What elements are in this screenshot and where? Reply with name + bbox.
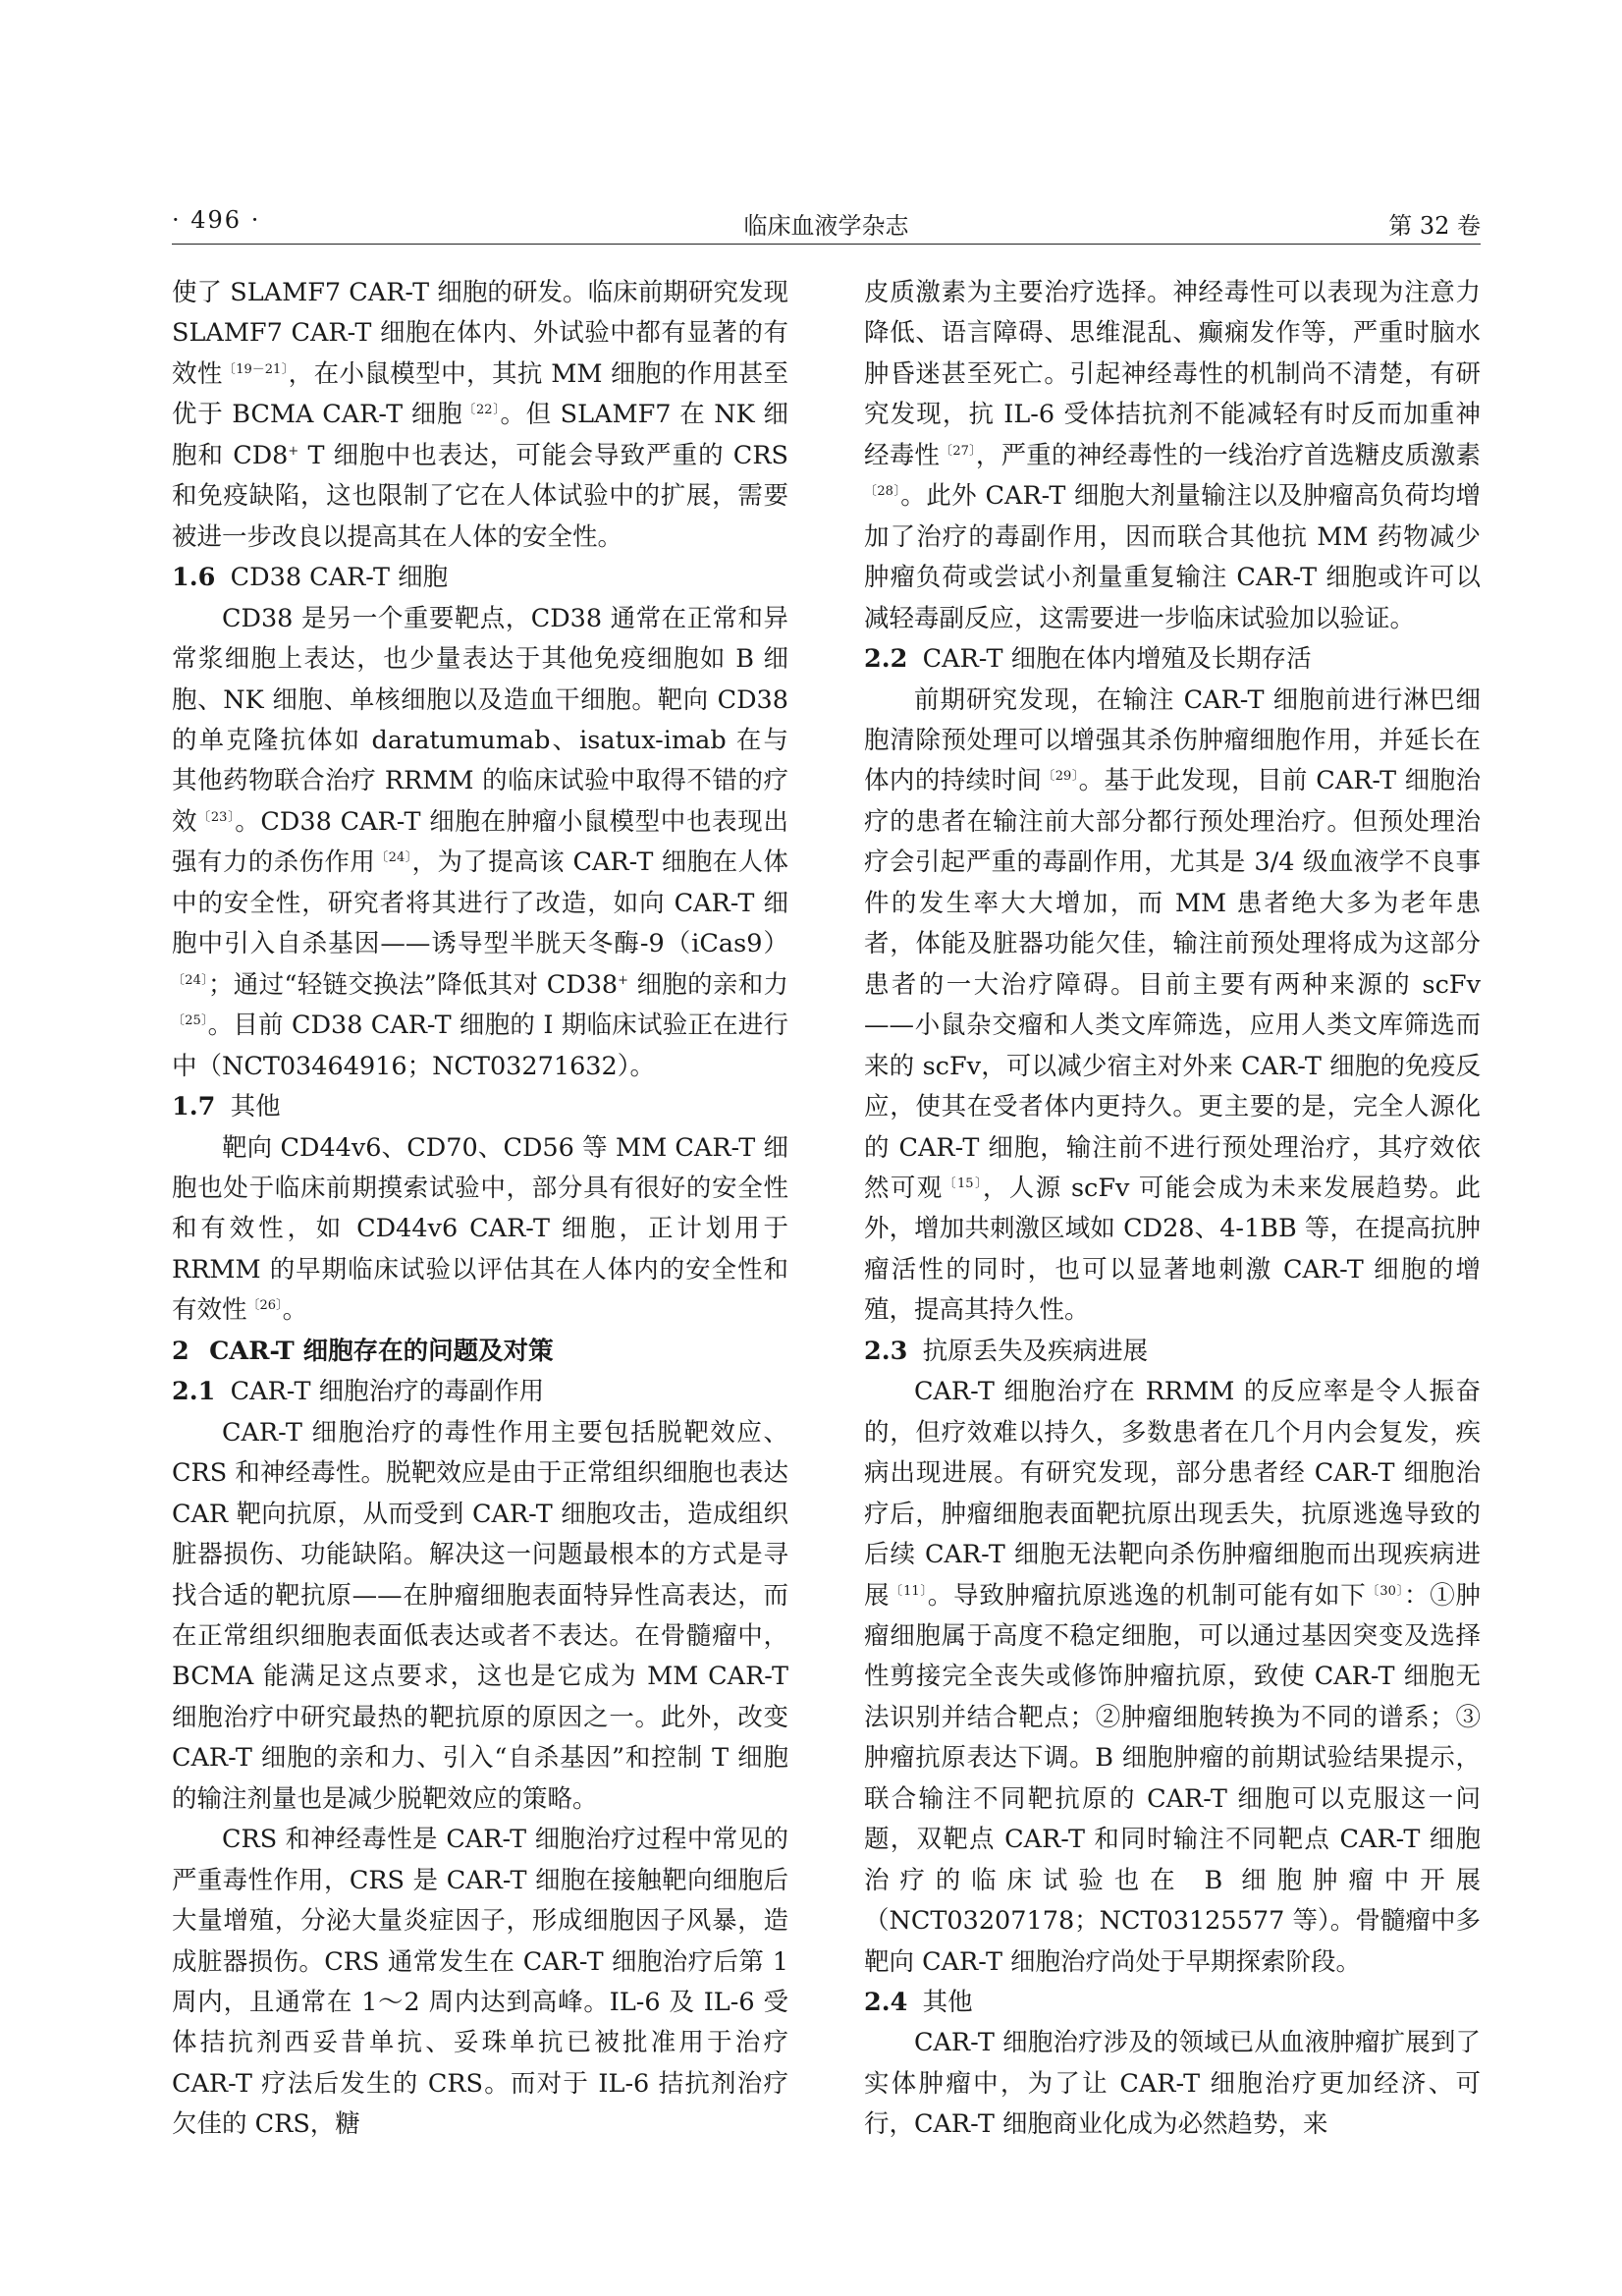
citation: 〔22〕 xyxy=(462,403,501,418)
paragraph: 靶向 CD44v6、CD70、CD56 等 MM CAR-T 细胞也处于临床前期摸索试验中，部分具有很好的安全性和有效性，如 CD44v6 CAR-T 细胞，正计划用于 RRMM 的早期临床试验以评估其在人体内的安全性和有效性$^{〔26〕}$。 xyxy=(172,1132,788,1326)
section-heading: 2.3 抗原丢失及疾病进展 xyxy=(864,1336,1149,1366)
citation: 〔26〕 xyxy=(246,1298,283,1314)
citation: 〔15〕 xyxy=(943,1175,983,1191)
section-heading: 2.4 其他 xyxy=(864,1988,973,2018)
paragraph: 皮质激素为主要治疗选择。神经毒性可以表现为注意力降低、语言障碍、思维混乱、癫痫发作等，严重时脑水肿昏迷甚至死亡。引起神经毒性的机制尚不清楚，有研究发现，抗 IL-6 受体拮抗剂不能减轻有时反而加重神经毒性$^{〔27〕}$，严重的神经毒性的一线治疗首选糖皮质激素$^{〔28〕}$。此外 CAR-T 细胞大剂量输注以及肿瘤高负荷均增加了治疗的毒副作用，因而联合其他抗 MM 药物减少肿瘤负荷或尝试小剂量重复输注 CAR-T 细胞或许可以减轻毒副反应，这需要进一步临床试验加以验证。 xyxy=(864,278,1482,633)
citation: 〔11〕 xyxy=(890,1583,928,1599)
citation: 〔24〕 xyxy=(375,850,412,866)
paragraph: CAR-T 细胞治疗涉及的领域已从血液肿瘤扩展到了实体肿瘤中，为了让 CAR-T 细胞治疗更加经济、可行，CAR-T 细胞商业化成为必然趋势，来 xyxy=(864,2028,1481,2140)
citation: 〔25〕 xyxy=(172,1013,208,1029)
right-column xyxy=(864,273,1481,2146)
paragraph: CAR-T 细胞治疗的毒性作用主要包括脱靶效应、CRS 和神经毒性。脱靶效应是由于正常组织细胞也表达 CAR 靶向抗原，从而受到 CAR-T 细胞攻击，造成组织脏器损伤、功能缺陷。解决这一问题最根本的方式是寻找合适的靶抗原——在肿瘤细胞表面特异性高表达，而在正常组织细胞表面低表达或者不表达。在骨髓瘤中，BCMA 能满足这点要求，这也是它成为 MM CAR-T 细胞治疗中研究最热的靶抗原的原因之一。此外，改变 CAR-T 细胞的亲和力、引入“自杀基因”和控制 T 细胞的输注剂量也是减少脱靶效应的策略。 xyxy=(172,1417,788,1814)
section-heading: 2.2 CAR-T 细胞在体内增殖及长期存活 xyxy=(864,644,1312,675)
section-heading: 1.7 其他 xyxy=(172,1092,281,1122)
journal-title: 临床血液学杂志 xyxy=(743,212,909,240)
section-heading: 1.6 CD38 CAR-T 细胞 xyxy=(172,563,449,593)
citation: 〔19－21〕 xyxy=(222,361,289,377)
citation: 〔30〕 xyxy=(1366,1583,1404,1599)
paragraph: CRS 和神经毒性是 CAR-T 细胞治疗过程中常见的严重毒性作用，CRS 是 CAR-T 细胞在接触靶向细胞后大量增殖，分泌大量炎症因子，形成细胞因子风暴，造成脏器损伤。CRS 通常发生在 CAR-T 细胞治疗后第 1 周内，且通常在 1～2 周内达到高峰。IL-6 及 IL-6 受体拮抗剂西妥昔单抗、妥珠单抗已被批准用于治疗 CAR-T 疗法后发生的 CRS。而对于 IL-6 拮抗剂治疗欠佳的 CRS，糖 xyxy=(172,1825,788,2140)
volume-label: 第 32 卷 xyxy=(1388,212,1481,240)
section-heading: 2.1 CAR-T 细胞治疗的毒副作用 xyxy=(172,1377,545,1407)
paragraph: 使了 SLAMF7 CAR-T 细胞的研发。临床前期研究发现 SLAMF7 CAR-T 细胞在体内、外试验中都有显著的有效性$^{〔19-21〕}$，在小鼠模型中，其抗 MM 细胞的作用甚至优于 BCMA CAR-T 细胞$^{〔22〕}$。但 SLAMF7 在 NK 细胞和 CD8+ T 细胞中也表达，可能会导致严重的 CRS 和免疫缺陷，这也限制了它在人体试验中的扩展，需要被进一步改良以提高其在人体的安全性。 xyxy=(172,278,788,552)
running-header xyxy=(172,198,1481,242)
page-number: · 496 · xyxy=(172,206,261,234)
header-rule xyxy=(172,244,1481,245)
citation: 〔24〕 xyxy=(172,972,208,988)
paragraph: CD38 是另一个重要靶点，CD38 通常在正常和异常浆细胞上表达，也少量表达于其他免疫细胞如 B 细胞、NK 细胞、单核细胞以及造血干细胞。靶向 CD38 的单克隆抗体如 daratumumab、isatux-imab 在与其他药物联合治疗 RRMM 的临床试验中取得不错的疗效$^{〔23〕}$。CD38 CAR-T 细胞在肿瘤小鼠模型中也表现出强有力的杀伤作用$^{〔24〕}$，为了提高该 CAR-T 细胞在人体中的安全性，研究者将其进行了改造，如向 CAR-T 细胞中引入自杀基因——诱导型半胱天冬酶-9（iCas9）$^{〔24〕}$；通过“轻链交换法”降低其对 CD38+ 细胞的亲和力$^{〔25〕}$。目前 CD38 CAR-T 细胞的 Ⅰ 期临床试验正在进行中（NCT03464916；NCT03271632）。 xyxy=(172,603,789,1081)
chapter-heading: 2 CAR-T 细胞存在的问题及对策 xyxy=(172,1336,554,1366)
citation: 〔29〕 xyxy=(1042,769,1079,785)
citation: 〔27〕 xyxy=(940,443,976,459)
paragraph: 前期研究发现，在输注 CAR-T 细胞前进行淋巴细胞清除预处理可以增强其杀伤肿瘤细胞作用，并延长在体内的持续时间$^{〔29〕}$。基于此发现，目前 CAR-T 细胞治疗的患者在输注前大部分都行预处理治疗。但预处理治疗会引起严重的毒副作用，尤其是 3/4 级血液学不良事件的发生率大大增加，而 MM 患者绝大多为老年患者，体能及脏器功能欠佳，输注前预处理将成为这部分患者的一大治疗障碍。目前主要有两种来源的 scFv——小鼠杂交瘤和人类文库筛选，应用人类文库筛选而来的 scFv，可以减少宿主对外来 CAR-T 细胞的免疫反应，使其在受者体内更持久。更主要的是，完全人源化的 CAR-T 细胞，输注前不进行预处理治疗，其疗效依然可观$^{〔15〕}$，人源 scFv 可能会成为未来发展趋势。此外，增加共刺激区域如 CD28、4-1BB 等，在提高抗肿瘤活性的同时，也可以显著地刺激 CAR-T 细胞的增殖，提高其持久性。 xyxy=(864,684,1481,1326)
left-column xyxy=(172,273,788,2146)
citation: 〔28〕 xyxy=(864,484,901,500)
citation: 〔23〕 xyxy=(197,809,236,825)
paragraph: CAR-T 细胞治疗在 RRMM 的反应率是令人振奋的，但疗效难以持久，多数患者在几个月内会复发，疾病出现进展。有研究发现，部分患者经 CAR-T 细胞治疗后，肿瘤细胞表面靶抗原出现丢失，抗原逃逸导致的后续 CAR-T 细胞无法靶向杀伤肿瘤细胞而出现疾病进展$^{〔11〕}$。导致肿瘤抗原逃逸的机制可能有如下$^{〔30〕}$：①肿瘤细胞属于高度不稳定细胞，可以通过基因突变及选择性剪接完全丧失或修饰肿瘤抗原，致使 CAR-T 细胞无法识别并结合靶点；②肿瘤细胞转换为不同的谱系；③肿瘤抗原表达下调。B 细胞肿瘤的前期试验结果提示，联合输注不同靶抗原的 CAR-T 细胞可以克服这一问题，双靶点 CAR-T 和同时输注不同靶点 CAR-T 细胞治疗的临床试验也在 B 细胞肿瘤中开展（NCT03207178；NCT03125577 等）。骨髓瘤中多靶向 CAR-T 细胞治疗尚处于早期探索阶段。 xyxy=(864,1377,1482,1977)
